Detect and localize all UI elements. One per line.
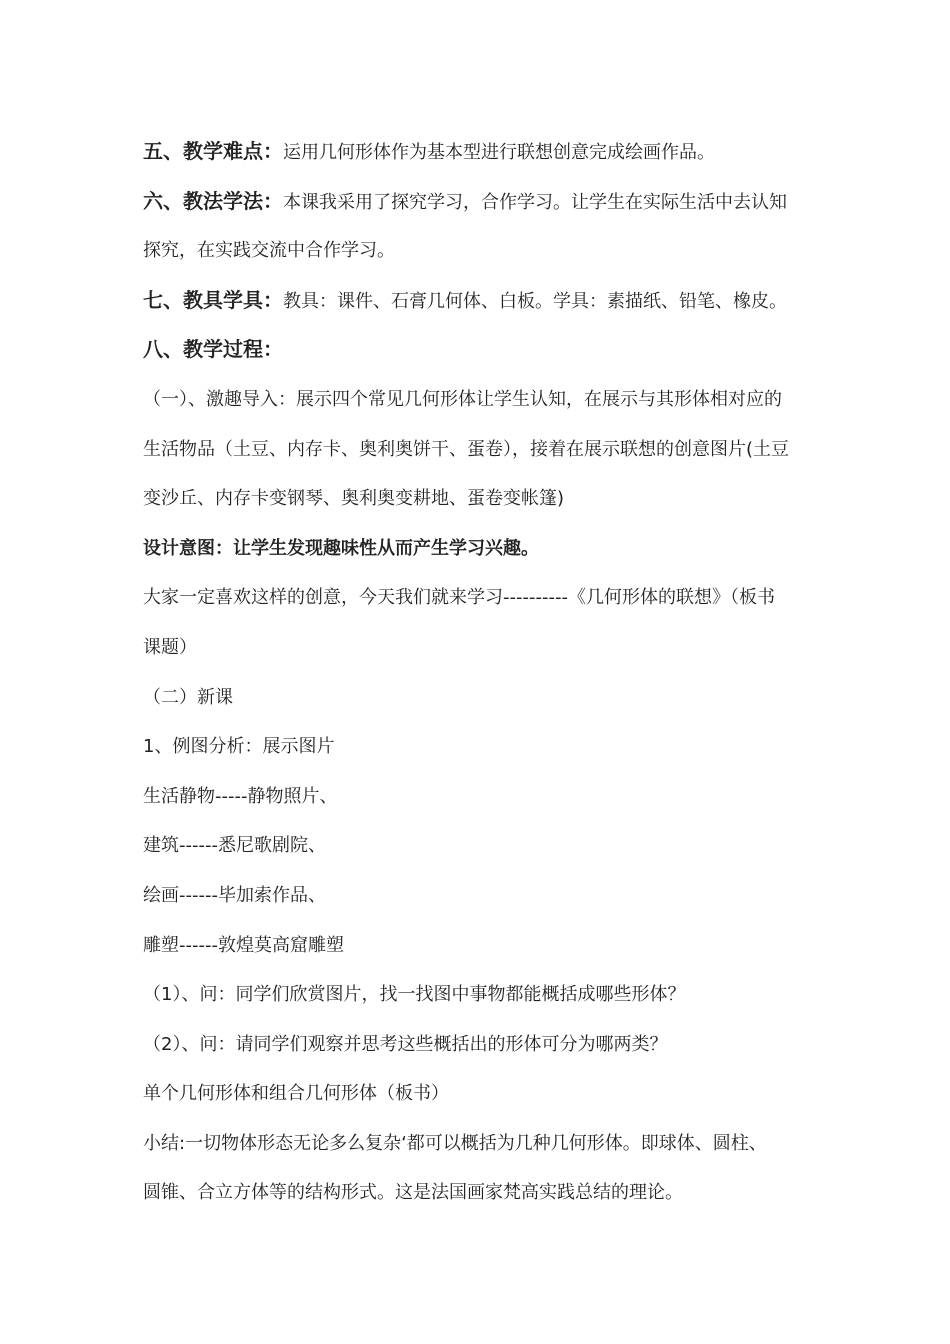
answer-text: 单个几何形体和组合几何形体（板书） xyxy=(143,1083,449,1105)
method-heading: 六、教法学法： xyxy=(143,188,283,213)
sculpture-line xyxy=(143,921,823,971)
new-lesson-line xyxy=(143,673,823,723)
intro-text-2: 生活物品（土豆、内存卡、奥利奥饼干、蛋卷），接着在展示联想的创意图片(土豆 xyxy=(143,438,790,460)
difficulty-heading: 五、教学难点： xyxy=(143,139,283,163)
sculpture-text: 雕塑------敦煌莫高窟雕塑 xyxy=(143,934,344,956)
method-text: 本课我采用了探究学习，合作学习。让学生在实际生活中去认知 xyxy=(283,191,787,213)
painting-text: 绘画------毕加索作品、 xyxy=(143,884,326,906)
architecture-text: 建筑------悉尼歌剧院、 xyxy=(143,835,326,857)
design-intent-line xyxy=(143,524,823,574)
summary-line-1 xyxy=(143,1119,823,1169)
intro-text-1: （一）、激趣导入：展示四个常见几何形体让学生认知，在展示与其形体相对应的 xyxy=(143,388,782,410)
design-intent-text: 设计意图：让学生发现趣味性从而产生学习兴趣。 xyxy=(143,537,539,559)
lesson-title-line-1 xyxy=(143,573,823,623)
intro-text-3: 变沙丘、内存卡变钢琴、奥利奥变耕地、蛋卷变帐篷) xyxy=(143,488,565,510)
lesson-title-text-2: 课题） xyxy=(143,636,197,658)
intro-line-2 xyxy=(143,425,823,475)
lesson-title-line-2 xyxy=(143,623,823,673)
question-1-text: （1）、问：同学们欣赏图片，找一找图中事物都能概括成哪些形体？ xyxy=(143,984,686,1006)
question-2-text: （2）、问：请同学们观察并思考这些概括出的形体可分为哪两类？ xyxy=(143,1033,668,1055)
process-line xyxy=(143,325,823,375)
new-lesson-text: （二）新课 xyxy=(143,686,233,708)
summary-text-1: 小结:一切物体形态无论多么复杂‘都可以概括为几种几何形体。即球体、圆柱、 xyxy=(143,1132,767,1154)
painting-line xyxy=(143,871,823,921)
example-analysis-line xyxy=(143,722,823,772)
difficulty-text: 运用几何形体作为基本型进行联想创意完成绘画作品。 xyxy=(283,142,715,163)
difficulty-line xyxy=(143,127,823,177)
method-line xyxy=(143,177,823,227)
process-heading: 八、教学过程： xyxy=(143,337,283,362)
architecture-line xyxy=(143,821,823,871)
lesson-title-text-1: 大家一定喜欢这样的创意，今天我们就来学习----------《几何形体的联想》（板书 xyxy=(143,587,775,609)
tools-line xyxy=(143,276,823,326)
question-1-line xyxy=(143,970,823,1020)
method-line-continued xyxy=(143,226,823,276)
summary-line-2 xyxy=(143,1168,823,1218)
answer-line xyxy=(143,1069,823,1119)
tools-heading: 七、教具学具： xyxy=(143,287,283,312)
intro-line-3 xyxy=(143,474,823,524)
intro-line-1 xyxy=(143,375,823,425)
example-analysis-text: 1、例图分析：展示图片 xyxy=(143,736,335,758)
method-text-continued: 探究，在实践交流中合作学习。 xyxy=(143,240,395,262)
still-life-text: 生活静物-----静物照片、 xyxy=(143,785,338,807)
document-page xyxy=(143,127,823,1218)
still-life-line xyxy=(143,772,823,822)
question-2-line xyxy=(143,1020,823,1070)
summary-text-2: 圆锥、合立方体等的结构形式。这是法国画家梵高实践总结的理论。 xyxy=(143,1182,683,1204)
tools-text: 教具：课件、石膏几何体、白板。学具：素描纸、铅笔、橡皮。 xyxy=(283,290,787,312)
